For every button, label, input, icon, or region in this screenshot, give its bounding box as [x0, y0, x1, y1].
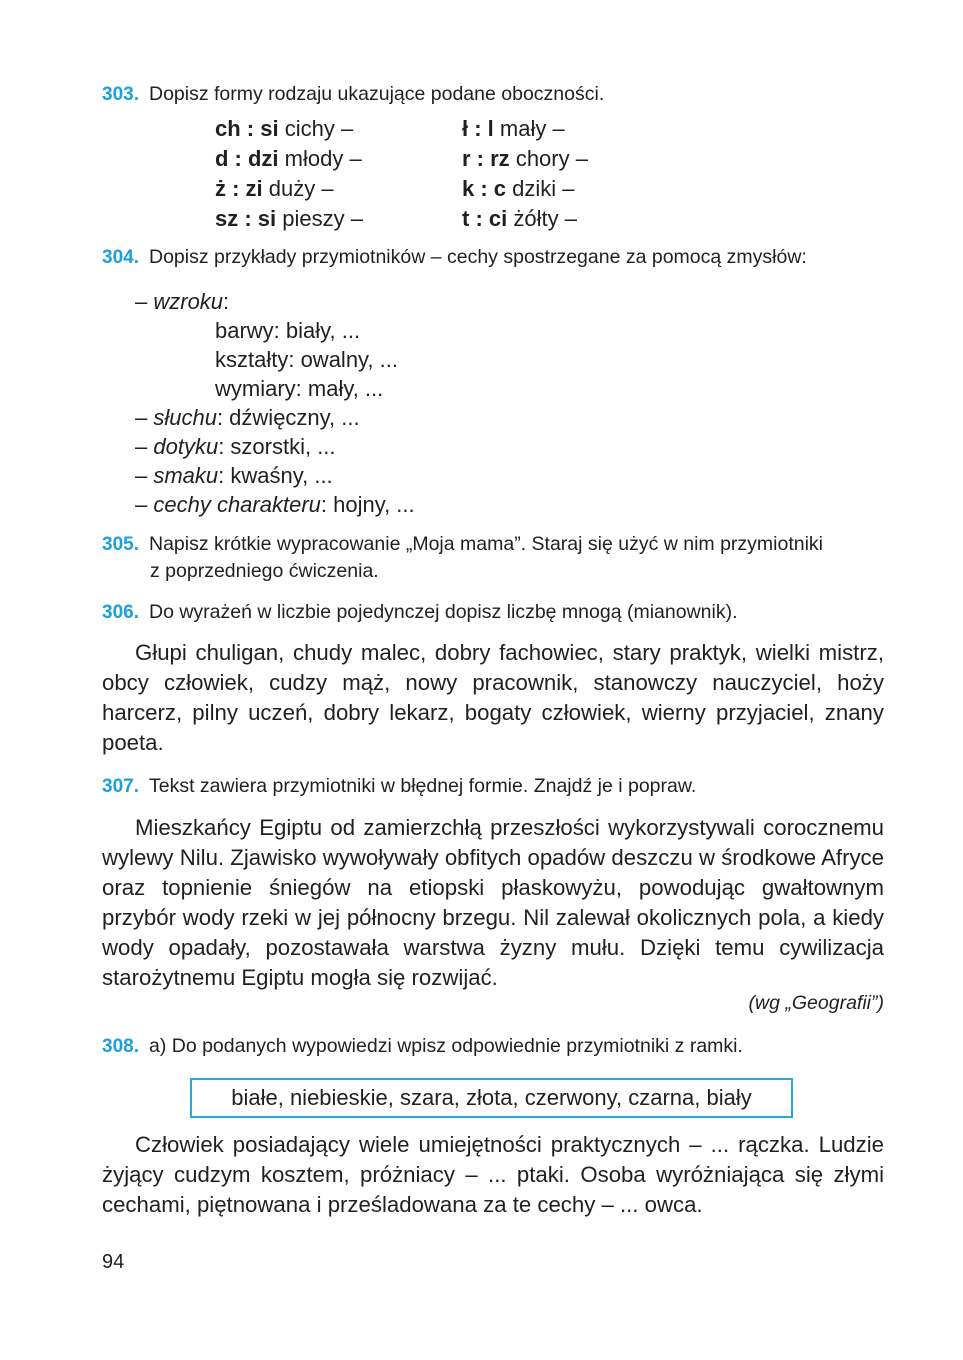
exercise-number: 304. [102, 247, 139, 268]
alternation-row: r : rz chory – [462, 146, 588, 171]
source-citation: (wg „Geografii”) [748, 992, 884, 1014]
instruction-text: Dopisz przykłady przymiotników – cechy spostrzegane za pomocą zmysłów: [148, 246, 807, 268]
exercise-number: 308. [102, 1036, 139, 1057]
instruction-text: Do wyrażeń w liczbie pojedynczej dopisz liczbę mnogą (mianownik). [148, 601, 738, 623]
list-item: – słuchu: dźwięczny, ... [135, 405, 360, 430]
exercise-number: 305. [102, 534, 139, 555]
alternation-row: ż : zi duży – [215, 176, 334, 201]
alternation-row: k : c dziki – [462, 176, 575, 201]
alternation-row: ch : si cichy – [215, 116, 354, 141]
exercise-306-instruction [102, 599, 738, 626]
exercise-308-instruction [102, 1033, 743, 1060]
alternation-row: sz : si pieszy – [215, 206, 363, 231]
senses-list [102, 287, 415, 519]
exercise-305-instruction: 305. Napisz krótkie wypracowanie „Moja mama”. Staraj się użyć w nim przymiotniki z poprzedniego ćwiczenia. [102, 533, 824, 582]
instruction-text: Tekst zawiera przymiotniki w błędnej formie. Znajdź je i popraw. [148, 775, 697, 797]
list-item: – wzroku: [135, 289, 230, 314]
instruction-text: a) Do podanych wypowiedzi wpisz odpowiednie przymiotniki z ramki. [148, 1035, 743, 1057]
list-item: – dotyku: szorstki, ... [135, 434, 336, 459]
page-number: 94 [102, 1251, 125, 1273]
sub-item: wymiary: mały, ... [215, 376, 384, 401]
instruction-text: Dopisz formy rodzaju ukazujące podane oboczności. [148, 83, 605, 105]
exercise-306-text: Głupi chuligan, chudy malec, dobry fachowiec, stary praktyk, wielki mistrz, obcy człowiek, cudzy mąż, nowy pracownik, stanowczy nauczyciel, hoży harcerz, pilny uczeń, dobry lekarz, bogaty człowiek, wierny przyjaciel, znany poeta. [102, 640, 884, 755]
exercise-307-text: Mieszkańcy Egiptu od zamierzchłą przeszłości wykorzystywali corocznemu wylewy Nilu. Zjawisko wywoływały obfitych opadów deszczu w środkowe Afryce oraz topnienie śniegów na etiopski płaskowyżu, powodując gwałtownym przybór wody rzeki w jej północny brzegu. Nil zalewał okolicznych pola, a kiedy wody opadały, pozostawała warstwa żyzny mułu. Dzięki temu cywilizacja starożytnemu Egiptu mogła się rozwijać. [102, 815, 884, 990]
exercise-303-instruction [102, 81, 604, 108]
word-box: białe, niebieskie, szara, złota, czerwony, czarna, biały [190, 1078, 793, 1118]
exercise-307-instruction [102, 773, 696, 800]
exercise-308-text: Człowiek posiadający wiele umiejętności praktycznych – ... rączka. Ludzie żyjący cudzym kosztem, próżniacy – ... ptaki. Osoba wyróżniająca się złymi cechami, piętnowana i prześladowana za te cechy – ... owca. [102, 1132, 884, 1217]
exercise-number: 307. [102, 776, 139, 797]
sub-item: kształty: owalny, ... [215, 347, 398, 372]
list-item: – smaku: kwaśny, ... [135, 463, 333, 488]
sub-item: barwy: biały, ... [215, 318, 361, 343]
exercise-304-instruction [102, 244, 807, 271]
list-item: – cechy charakteru: hojny, ... [135, 492, 415, 517]
alternation-row: ł : l mały – [462, 116, 565, 141]
alternation-row: t : ci żółty – [462, 206, 577, 231]
alternation-row: d : dzi młody – [215, 146, 362, 171]
exercise-number: 303. [102, 84, 139, 105]
exercise-number: 306. [102, 602, 139, 623]
